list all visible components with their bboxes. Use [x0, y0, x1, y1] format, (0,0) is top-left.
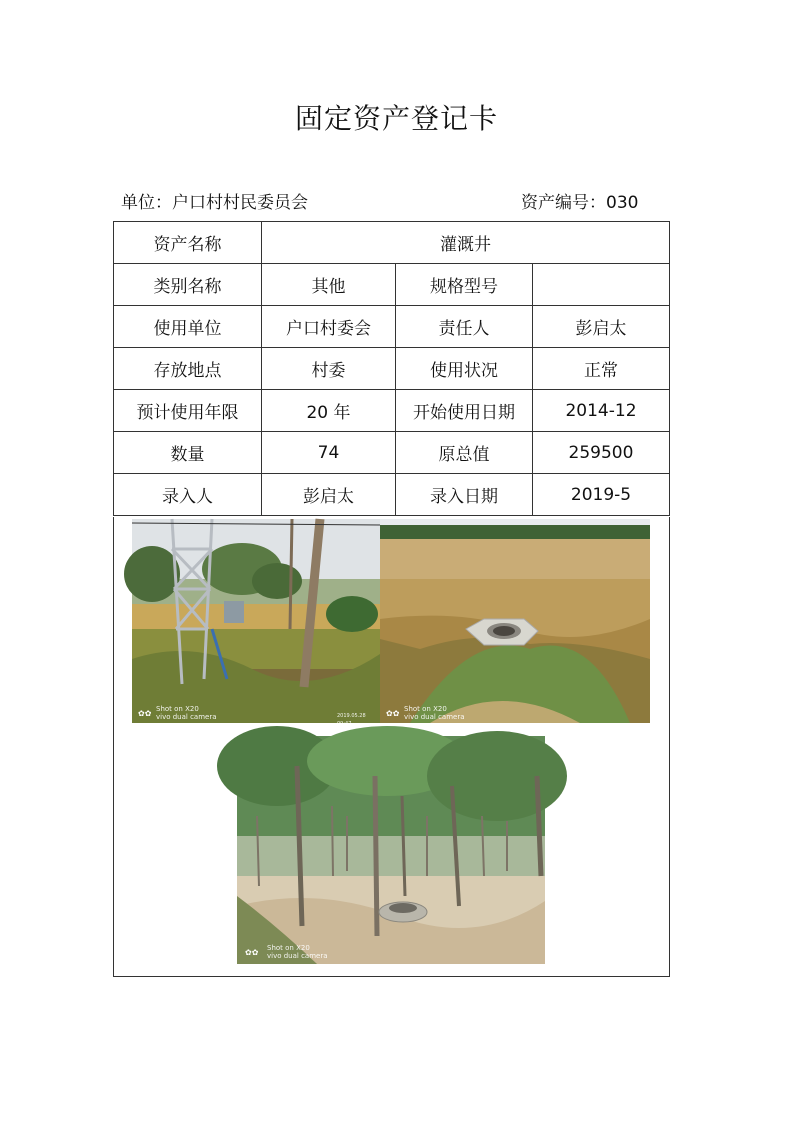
responsible-value: 彭启太	[533, 306, 670, 348]
location-value: 村委	[262, 348, 396, 390]
start-date-label: 开始使用日期	[396, 390, 533, 432]
original-value-value: 259500	[533, 432, 670, 474]
status-value: 正常	[533, 348, 670, 390]
table-row	[114, 390, 670, 432]
spec-label: 规格型号	[396, 264, 533, 306]
status-label: 使用状况	[396, 348, 533, 390]
start-date-value: 2014-12	[533, 390, 670, 432]
camera-logo-icon: ✿✿	[138, 709, 152, 718]
watermark: Shot on X20 vivo dual camera	[404, 705, 465, 721]
photo-well-field	[380, 519, 650, 723]
table-row	[114, 432, 670, 474]
asset-number: 资产编号：030	[521, 193, 639, 213]
photo-tower-field	[132, 519, 380, 727]
entry-date-value: 2019-5	[533, 474, 670, 516]
user-unit-label: 使用单位	[114, 306, 262, 348]
location-label: 存放地点	[114, 348, 262, 390]
quantity-label: 数量	[114, 432, 262, 474]
watermark: Shot on X20 vivo dual camera	[267, 944, 328, 960]
spec-value	[533, 264, 670, 306]
life-value: 20 年	[262, 390, 396, 432]
asset-table	[113, 221, 670, 516]
entered-by-value: 彭启太	[262, 474, 396, 516]
table-row	[114, 348, 670, 390]
user-unit-value: 户口村委会	[262, 306, 396, 348]
category-label: 类别名称	[114, 264, 262, 306]
asset-name-value: 灌溉井	[262, 222, 670, 264]
quantity-value: 74	[262, 432, 396, 474]
responsible-label: 责任人	[396, 306, 533, 348]
table-row	[114, 264, 670, 306]
page-title: 固定资产登记卡	[294, 102, 498, 135]
life-label: 预计使用年限	[114, 390, 262, 432]
watermark: Shot on X20 vivo dual camera	[156, 705, 217, 721]
table-row	[114, 474, 670, 516]
table-row	[114, 222, 670, 264]
asset-name-label: 资产名称	[114, 222, 262, 264]
category-value: 其他	[262, 264, 396, 306]
unit-label: 单位：户口村村民委员会	[121, 193, 308, 213]
photo-well-grove	[237, 736, 545, 964]
entry-date-label: 录入日期	[396, 474, 533, 516]
camera-logo-icon: ✿✿	[245, 948, 259, 957]
photo-area	[113, 517, 670, 977]
entered-by-label: 录入人	[114, 474, 262, 516]
original-value-label: 原总值	[396, 432, 533, 474]
photo-timestamp: 2019.05.28 09:47	[337, 713, 366, 727]
camera-logo-icon: ✿✿	[386, 709, 400, 718]
table-row	[114, 306, 670, 348]
